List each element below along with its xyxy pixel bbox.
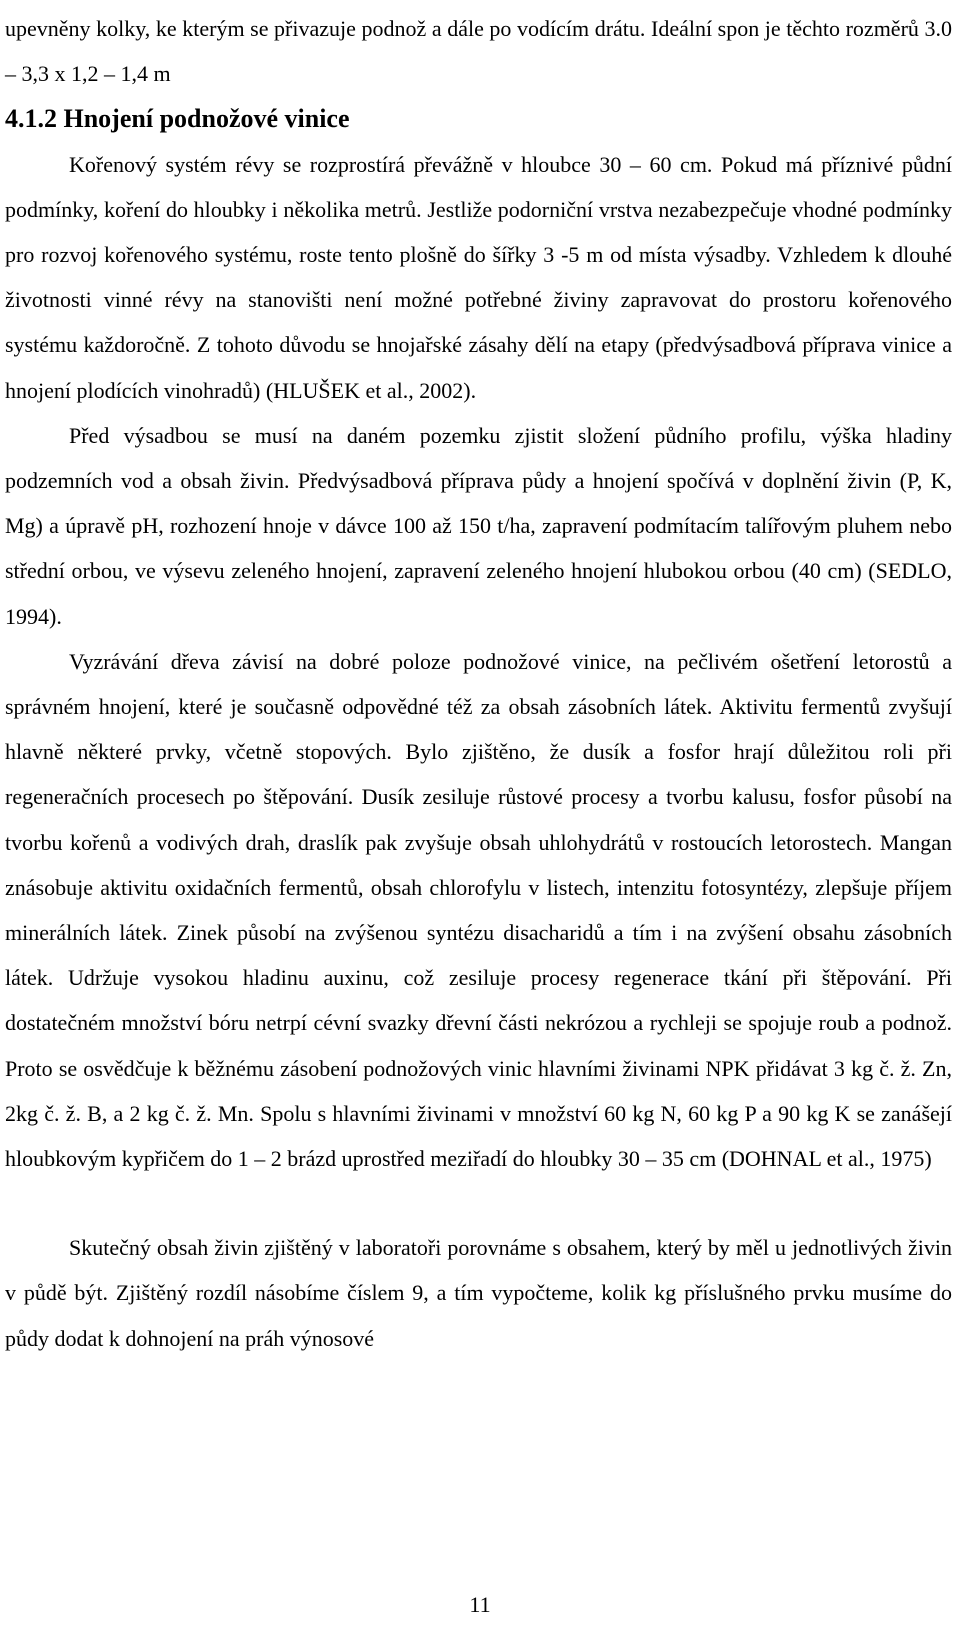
paragraph-pre-planting: Před výsadbou se musí na daném pozemku zjistit složení půdního profilu, výška hladiny podzemních vod a obsah živin. Předvýsadbová příprava půdy a hnojení spočívá v doplnění živin (P, K, Mg) a úpravě pH, rozhození hnoje v dávce 100 až 150 t/ha, zapravení podmítacím talířovým pluhem nebo střední orbou, ve výsevu zeleného hnojení, zapravení zeleného hnojení hlubokou orbou (40 cm) (SEDLO, 1994). [5,422,952,629]
paragraph-nutrient-content: Skutečný obsah živin zjištěný v laboratoři porovnáme s obsahem, který by měl u jednotlivých živin v půdě být. Zjištěný rozdíl násobíme číslem 9, a tím vypočteme, kolik kg příslušného prvku musíme do půdy dodat k dohnojení na práh výnosové [5,1235,952,1351]
page-body [5,6,952,1361]
paragraph-wood-maturation: Vyzrávání dřeva závisí na dobré poloze podnožové vinice, na pečlivém ošetření letorostů a správném hnojení, které je současně odpovědné též za obsah zásobních látek. Aktivitu fermentů zvyšují hlavně některé prvky, včetně stopových. Bylo zjištěno, že dusík a fosfor hrají důležitou roli při regeneračních procesech po štěpování. Dusík zesiluje růstové procesy a tvorbu kalusu, fosfor působí na tvorbu kořenů a vodivých drah, draslík pak zvyšuje obsah uhlohydrátů v rostoucích letorostech. Mangan znásobuje aktivitu oxidačních fermentů, obsah chlorofylu v listech, intenzitu fotosyntézy, zlepšuje příjem minerálních látek. Zinek působí na zvýšenou syntézu disacharidů a tím i na zvýšení obsahu zásobních látek. Udržuje vysokou hladinu auxinu, což zesiluje procesy regenerace tkání při štěpování. Při dostatečném množství bóru netrpí cévní svazky dřevní části nekrózou a rychleji se spojuje roub a podnož. Proto se osvědčuje k běžnému zásobení podnožových vinic hlavními živinami NPK přidávat 3 kg č. ž. Zn, 2kg č. ž. B, a 2 kg č. ž. Mn. Spolu s hlavními živinami v množství 60 kg N, 60 kg P a 90 kg K se zanášejí hloubkovým kypřičem do 1 – 2 brázd uprostřed meziřadí do hloubky 30 – 35 cm (DOHNAL et al., 1975) [5,648,952,1172]
paragraph-root-system: Kořenový systém révy se rozprostírá převážně v hloubce 30 – 60 cm. Pokud má příznivé půdní podmínky, koření do hloubky i několika metrů. Jestliže podorniční vrstva nezabezpečuje vhodné podmínky pro rozvoj kořenového systému, roste tento plošně do šířky 3 -5 m od místa výsadby. Vzhledem k dlouhé životnosti vinné révy na stanovišti není možné potřebné živiny zapravovat do prostoru kořenového systému každoročně. Z tohoto důvodu se hnojařské zásahy dělí na etapy (předvýsadbová příprava vinice a hnojení plodících vinohradů) (HLUŠEK et al., 2002). [5,151,952,403]
intro-paragraph: upevněny kolky, ke kterým se přivazuje podnož a dále po vodícím drátu. Ideální spon je těchto rozměrů 3.0 – 3,3 x 1,2 – 1,4 m [5,16,952,87]
section-heading: 4.1.2 Hnojení podnožové vinice [5,104,350,134]
page-number: 11 [469,1592,491,1617]
